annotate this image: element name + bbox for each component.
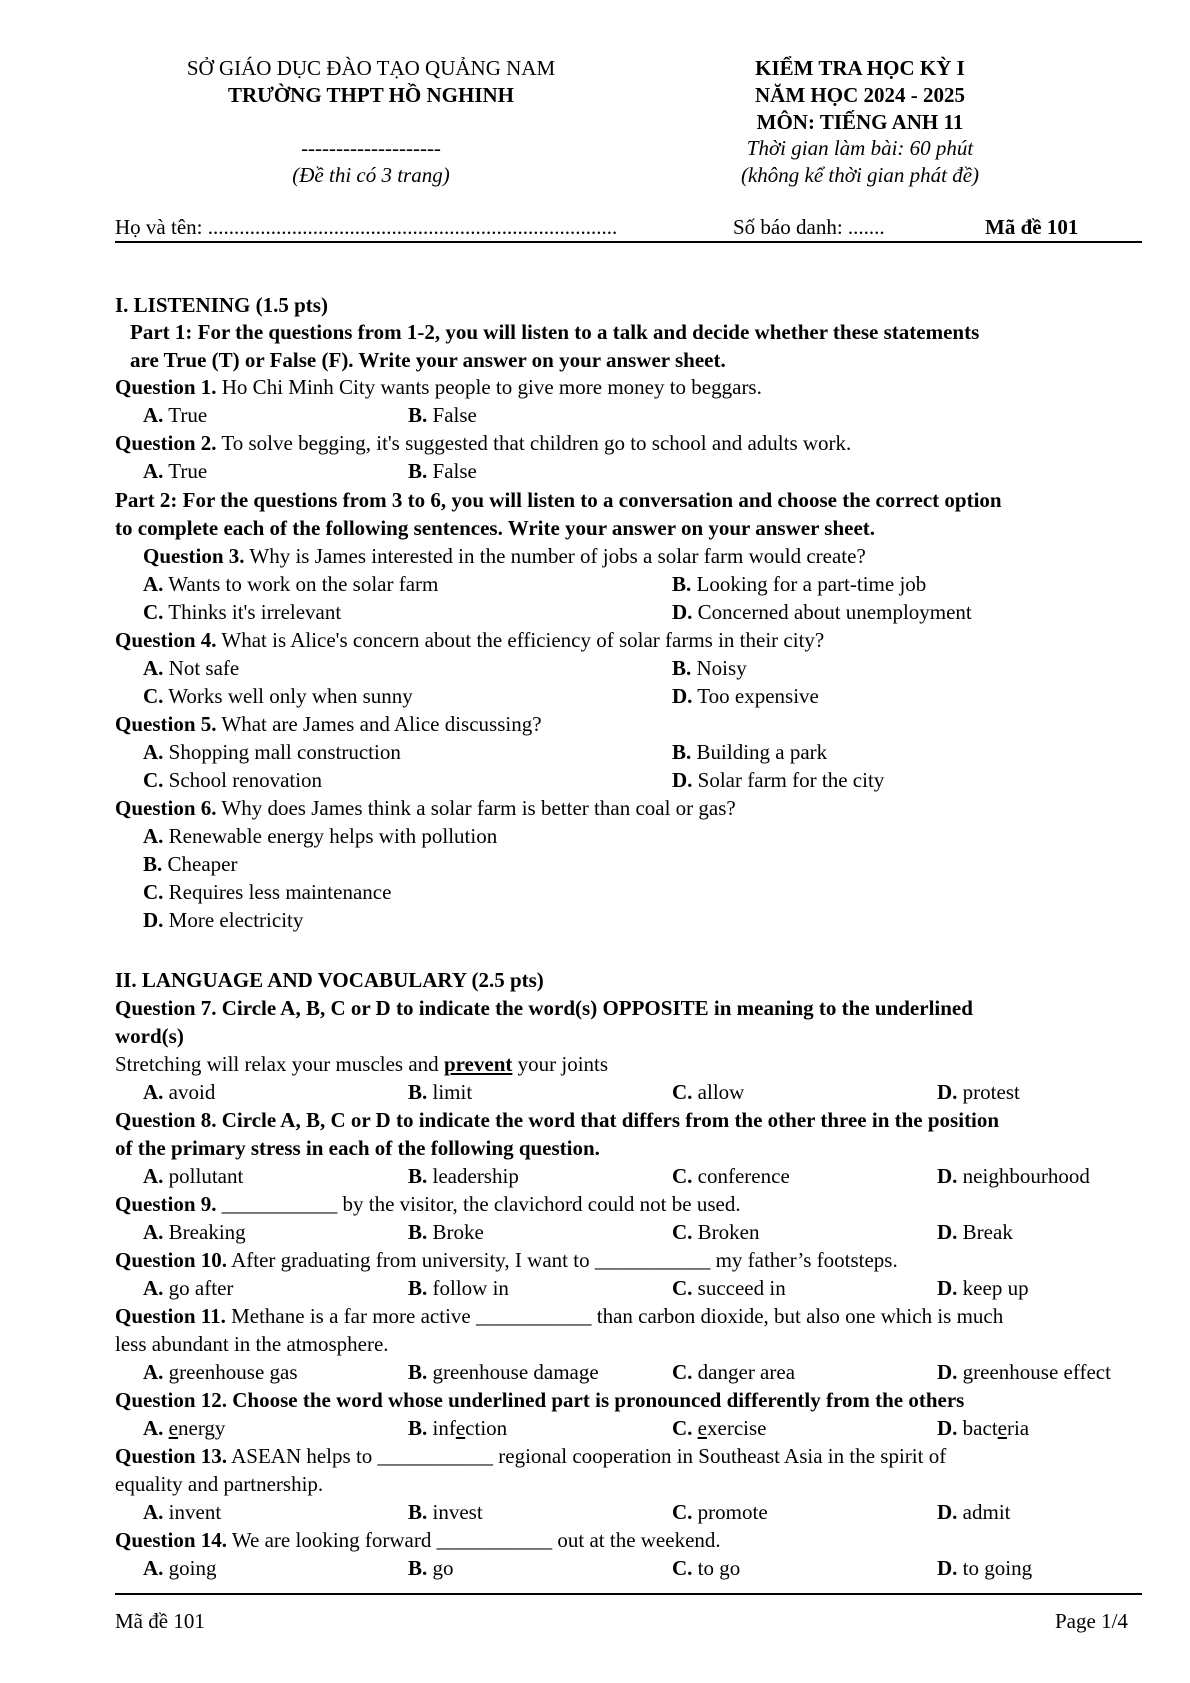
q3-option-c[interactable]: C. Thinks it's irrelevant (143, 600, 342, 624)
q4-option-c[interactable]: C. Works well only when sunny (143, 684, 413, 708)
question-2: Question 2. To solve begging, it's suggested that children go to school and adults work. (115, 431, 852, 455)
question-8-line2: of the primary stress in each of the following question. (115, 1136, 600, 1160)
q8-option-d[interactable]: D. neighbourhood (937, 1164, 1090, 1188)
q6-option-d[interactable]: D. More electricity (143, 908, 304, 932)
section-1-title: I. LISTENING (1.5 pts) (115, 293, 328, 317)
q12-option-b[interactable]: B. infection (408, 1416, 508, 1440)
question-14: Question 14. We are looking forward ___________ out at the weekend. (115, 1528, 721, 1552)
question-12: Question 12. Choose the word whose underlined part is pronounced differently from the others (115, 1388, 965, 1412)
question-7-line2: word(s) (115, 1024, 184, 1048)
q11-option-b[interactable]: B. greenhouse damage (408, 1360, 599, 1384)
q8-option-b[interactable]: B. leadership (408, 1164, 519, 1188)
exam-title: KIỂM TRA HỌC KỲ I (755, 56, 965, 80)
q13-option-c[interactable]: C. promote (672, 1500, 768, 1524)
name-field-label: Họ và tên: .............................................................................. (115, 215, 618, 239)
q5-option-d[interactable]: D. Solar farm for the city (672, 768, 885, 792)
q11-option-d[interactable]: D. greenhouse effect (937, 1360, 1111, 1384)
section-2-title: II. LANGUAGE AND VOCABULARY (2.5 pts) (115, 968, 544, 992)
q13-option-b[interactable]: B. invest (408, 1500, 483, 1524)
exam-time: Thời gian làm bài: 60 phút (746, 136, 974, 160)
q1-option-b[interactable]: B. False (408, 403, 477, 427)
question-5: Question 5. What are James and Alice discussing? (115, 712, 542, 736)
question-9: Question 9. ___________ by the visitor, the clavichord could not be used. (115, 1192, 741, 1216)
q7-option-c[interactable]: C. allow (672, 1080, 745, 1104)
pages-note: (Đề thi có 3 trang) (292, 163, 450, 187)
candidate-number-label: Số báo danh: ....... (733, 215, 885, 239)
q12-option-a[interactable]: A. energy (143, 1416, 226, 1440)
header-divider (115, 241, 1142, 243)
q13-option-a[interactable]: A. invent (143, 1500, 222, 1524)
q10-option-d[interactable]: D. keep up (937, 1276, 1029, 1300)
q3-option-d[interactable]: D. Concerned about unemployment (672, 600, 972, 624)
question-13: Question 13. ASEAN helps to ___________ regional cooperation in Southeast Asia in the spirit of (115, 1444, 947, 1468)
time-note: (không kể thời gian phát đề) (740, 163, 980, 187)
underlined-word: prevent (443, 1052, 513, 1076)
page-number: Page 1/4 (1055, 1609, 1128, 1633)
q6-option-c[interactable]: C. Requires less maintenance (143, 880, 392, 904)
q7-option-b[interactable]: B. limit (408, 1080, 473, 1104)
q5-option-b[interactable]: B. Building a park (672, 740, 828, 764)
q7-option-d[interactable]: D. protest (937, 1080, 1020, 1104)
q5-option-c[interactable]: C. School renovation (143, 768, 323, 792)
q9-option-d[interactable]: D. Break (937, 1220, 1013, 1244)
question-13-line2: equality and partnership. (115, 1472, 324, 1496)
school-name: TRƯỜNG THPT HỒ NGHINH (227, 83, 515, 107)
q9-option-b[interactable]: B. Broke (408, 1220, 484, 1244)
q14-option-b[interactable]: B. go (408, 1556, 454, 1580)
q11-option-a[interactable]: A. greenhouse gas (143, 1360, 298, 1384)
q6-option-b[interactable]: B. Cheaper (143, 852, 238, 876)
q9-option-c[interactable]: C. Broken (672, 1220, 760, 1244)
question-4: Question 4. What is Alice's concern about the efficiency of solar farms in their city? (115, 628, 825, 652)
q10-option-b[interactable]: B. follow in (408, 1276, 509, 1300)
school-year: NĂM HỌC 2024 - 2025 (755, 83, 965, 107)
q8-option-a[interactable]: A. pollutant (143, 1164, 244, 1188)
footer-divider (115, 1593, 1142, 1595)
q9-option-a[interactable]: A. Breaking (143, 1220, 246, 1244)
part-2-instruction-line2: to complete each of the following sentences. Write your answer on your answer sheet. (115, 516, 876, 540)
q4-option-a[interactable]: A. Not safe (143, 656, 240, 680)
question-1: Question 1. Ho Chi Minh City wants people to give more money to beggars. (115, 375, 762, 399)
q6-option-a[interactable]: A. Renewable energy helps with pollution (143, 824, 498, 848)
q1-option-a[interactable]: A. True (143, 403, 208, 427)
q14-option-c[interactable]: C. to go (672, 1556, 741, 1580)
q5-option-a[interactable]: A. Shopping mall construction (143, 740, 401, 764)
question-7-line1: Question 7. Circle A, B, C or D to indicate the word(s) OPPOSITE in meaning to the underlined (115, 996, 973, 1020)
q2-option-b[interactable]: B. False (408, 459, 477, 483)
part-1-instruction-line1: Part 1: For the questions from 1-2, you will listen to a talk and decide whether these statements (130, 320, 980, 344)
q7-option-a[interactable]: A. avoid (143, 1080, 216, 1104)
q4-option-d[interactable]: D. Too expensive (672, 684, 819, 708)
header-dashes: -------------------- (301, 136, 441, 160)
footer-exam-code: Mã đề 101 (115, 1609, 205, 1633)
q3-option-a[interactable]: A. Wants to work on the solar farm (143, 572, 439, 596)
part-1-instruction-line2: are True (T) or False (F). Write your answer on your answer sheet. (130, 348, 726, 372)
question-10: Question 10. After graduating from university, I want to ___________ my father’s footsteps. (115, 1248, 898, 1272)
question-11: Question 11. Methane is a far more active ___________ than carbon dioxide, but also one which is much (115, 1304, 1004, 1328)
question-11-line2: less abundant in the atmosphere. (115, 1332, 389, 1356)
question-7-sentence: Stretching will relax your muscles and prevent your joints (115, 1052, 609, 1076)
q13-option-d[interactable]: D. admit (937, 1500, 1011, 1524)
q10-option-a[interactable]: A. go after (143, 1276, 234, 1300)
subject: MÔN: TIẾNG ANH 11 (756, 110, 964, 134)
q12-option-c[interactable]: C. exercise (672, 1416, 767, 1440)
exam-code: Mã đề 101 (985, 215, 1079, 239)
q4-option-b[interactable]: B. Noisy (672, 656, 747, 680)
question-3: Question 3. Why is James interested in the number of jobs a solar farm would create? (143, 544, 866, 568)
q3-option-b[interactable]: B. Looking for a part-time job (672, 572, 927, 596)
q11-option-c[interactable]: C. danger area (672, 1360, 796, 1384)
q14-option-d[interactable]: D. to going (937, 1556, 1033, 1580)
q8-option-c[interactable]: C. conference (672, 1164, 790, 1188)
department-name: SỞ GIÁO DỤC ĐÀO TẠO QUẢNG NAM (186, 56, 556, 80)
part-2-instruction-line1: Part 2: For the questions from 3 to 6, you will listen to a conversation and choose the correct option (115, 488, 1002, 512)
q2-option-a[interactable]: A. True (143, 459, 208, 483)
question-8-line1: Question 8. Circle A, B, C or D to indicate the word that differs from the other three in the position (115, 1108, 1000, 1132)
q12-option-d[interactable]: D. bacteria (937, 1416, 1030, 1440)
q14-option-a[interactable]: A. going (143, 1556, 217, 1580)
question-6: Question 6. Why does James think a solar farm is better than coal or gas? (115, 796, 736, 820)
q10-option-c[interactable]: C. succeed in (672, 1276, 786, 1300)
